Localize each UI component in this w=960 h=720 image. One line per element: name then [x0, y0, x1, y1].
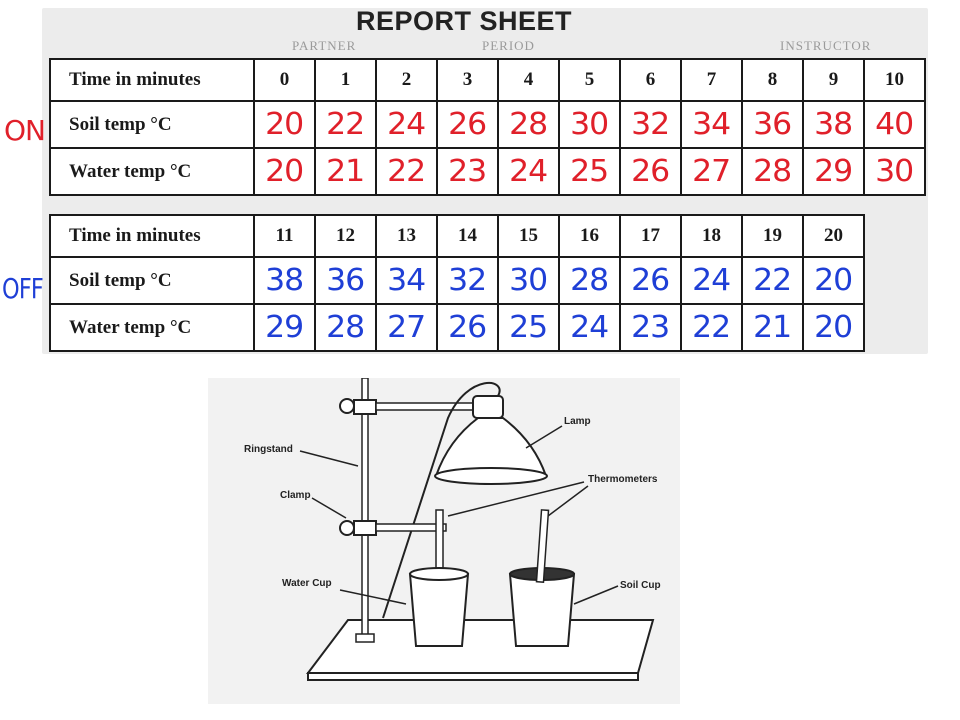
soil-value: 34: [692, 107, 731, 142]
water-temp-row: [50, 148, 925, 195]
water-value: 24: [570, 310, 609, 345]
minute-cell: 17: [620, 215, 681, 257]
soil-temp-row: [50, 257, 864, 304]
soil-temp-row: [50, 101, 925, 148]
minute-cell: 3: [437, 59, 498, 101]
minute-cell: 7: [681, 59, 742, 101]
clamp-leader: [312, 498, 346, 518]
lamp-leader: [526, 426, 562, 448]
water-value: 22: [692, 310, 731, 345]
soil-value: 20: [814, 263, 853, 298]
water-value: 25: [570, 154, 609, 189]
ringstand-label: Ringstand: [244, 444, 293, 455]
soil-value: 24: [692, 263, 731, 298]
water-value: 28: [753, 154, 792, 189]
water-value: 23: [631, 310, 670, 345]
thermometer-leader-b: [548, 486, 588, 516]
water-cup-label: Water Cup: [282, 578, 332, 589]
on-note: ON: [4, 114, 45, 147]
minute-cell: 18: [681, 215, 742, 257]
soil-value: 30: [570, 107, 609, 142]
lamp-label: Lamp: [564, 416, 591, 427]
water-value: 20: [814, 310, 853, 345]
thermometers-label: Thermometers: [588, 474, 658, 485]
soil-value: 28: [570, 263, 609, 298]
soil-value: 38: [265, 263, 304, 298]
minute-cell: 10: [864, 59, 925, 101]
soil-value: 26: [631, 263, 670, 298]
apparatus-figure: [208, 378, 680, 704]
water-value: 22: [387, 154, 426, 189]
minute-cell: 9: [803, 59, 864, 101]
row-label: Water temp °C: [50, 304, 254, 351]
upper-clamp-knob: [340, 399, 354, 413]
minute-cell: 1: [315, 59, 376, 101]
water-value: 26: [448, 310, 487, 345]
apparatus-drawing: [208, 378, 680, 704]
lamp-on-table: [49, 58, 926, 196]
thermometer-leader-a: [448, 482, 584, 516]
minutes-row: [50, 59, 925, 101]
water-value: 27: [692, 154, 731, 189]
soil-value: 34: [387, 263, 426, 298]
water-value: 29: [814, 154, 853, 189]
minute-cell: 12: [315, 215, 376, 257]
lower-clamp-knob: [340, 521, 354, 535]
lower-clamp: [354, 521, 376, 535]
upper-clamp: [354, 400, 376, 414]
period-label: PERIOD: [482, 38, 535, 53]
soil-value: 22: [753, 263, 792, 298]
row-label: Water temp °C: [50, 148, 254, 195]
soil-value: 24: [387, 107, 426, 142]
base-plate: [308, 620, 653, 673]
soil-cup: [510, 574, 574, 646]
water-value: 24: [509, 154, 548, 189]
water-temp-row: [50, 304, 864, 351]
minute-cell: 20: [803, 215, 864, 257]
soil-value: 38: [814, 107, 853, 142]
row-label: Time in minutes: [50, 59, 254, 101]
minute-cell: 5: [559, 59, 620, 101]
soil-cup-leader: [574, 586, 618, 604]
minute-cell: 4: [498, 59, 559, 101]
soil-cup-label: Soil Cup: [620, 580, 661, 591]
minute-cell: 11: [254, 215, 315, 257]
ringstand-foot: [356, 634, 374, 642]
row-label: Soil temp °C: [50, 257, 254, 304]
water-value: 21: [326, 154, 365, 189]
water-cup-leader: [340, 590, 406, 604]
water-value: 27: [387, 310, 426, 345]
ringstand-rod: [362, 378, 368, 640]
water-value: 23: [448, 154, 487, 189]
soil-value: 36: [326, 263, 365, 298]
soil-value: 30: [509, 263, 548, 298]
water-value: 28: [326, 310, 365, 345]
ringstand-leader: [300, 451, 358, 466]
partner-label: PARTNER: [292, 38, 357, 53]
water-value: 20: [265, 154, 304, 189]
minute-cell: 8: [742, 59, 803, 101]
off-note: OFF: [2, 272, 43, 305]
lamp-off-table: [49, 214, 865, 352]
water-value: 29: [265, 310, 304, 345]
instructor-label: INSTRUCTOR: [780, 38, 872, 53]
minute-cell: 13: [376, 215, 437, 257]
soil-value: 22: [326, 107, 365, 142]
minute-cell: 16: [559, 215, 620, 257]
row-label: Soil temp °C: [50, 101, 254, 148]
lamp-rim: [435, 468, 547, 484]
water-value: 21: [753, 310, 792, 345]
minute-cell: 15: [498, 215, 559, 257]
water-cup-rim: [410, 568, 468, 580]
lamp-arm: [376, 403, 476, 410]
soil-value: 40: [875, 107, 914, 142]
base-plate-edge: [308, 673, 638, 680]
soil-value: 36: [753, 107, 792, 142]
minutes-row: [50, 215, 864, 257]
soil-value: 32: [448, 263, 487, 298]
water-value: 25: [509, 310, 548, 345]
minute-cell: 19: [742, 215, 803, 257]
lamp-socket: [473, 396, 503, 418]
soil-value: 20: [265, 107, 304, 142]
soil-value: 26: [448, 107, 487, 142]
page-title: REPORT SHEET: [356, 6, 573, 36]
soil-value: 28: [509, 107, 548, 142]
minute-cell: 0: [254, 59, 315, 101]
clamp-label: Clamp: [280, 490, 311, 501]
row-label: Time in minutes: [50, 215, 254, 257]
water-cup: [410, 574, 468, 646]
water-value: 26: [631, 154, 670, 189]
water-value: 30: [875, 154, 914, 189]
minute-cell: 14: [437, 215, 498, 257]
minute-cell: 2: [376, 59, 437, 101]
minute-cell: 6: [620, 59, 681, 101]
soil-value: 32: [631, 107, 670, 142]
